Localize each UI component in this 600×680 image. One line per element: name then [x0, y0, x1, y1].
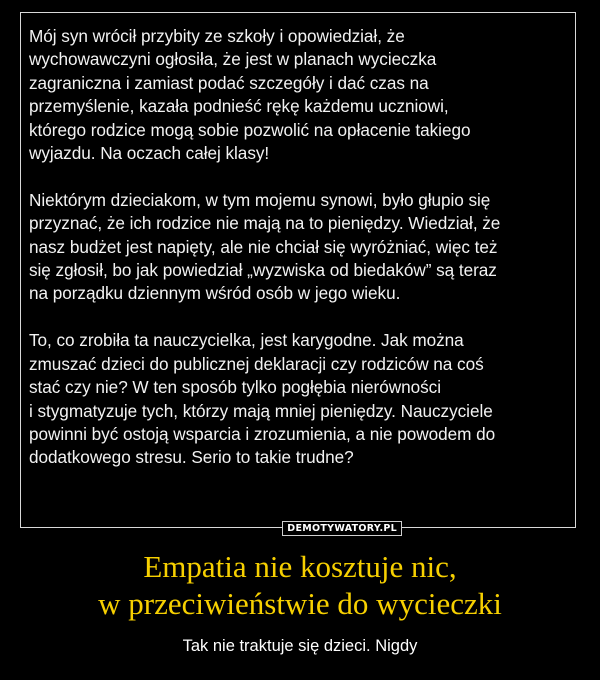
image-frame: [20, 12, 576, 528]
post-text: Mój syn wrócił przybity ze szkoły i opowiedział, że wychowawczyni ogłosiła, że jest w planach wycieczka zagraniczna i zamiast podać szczegóły i dać czas na przemyślenie, kazała podnieść rękę każdemu uczniowi, którego rodzice mogą sobie pozwolić na opłacenie takiego wyjazdu. Na oczach całej klasy! Niektórym dzieciakom, w tym mojemu synowi, było głupio się przyznać, że ich rodzice nie mają na to pieniędzy. Wiedział, że nasz budżet jest napięty, ale nie chciał się wyróżniać, więc też się zgłosił, bo jak powiedział „wyzwiska od biedaków” są teraz na porządku dziennym wśród osób w jego wieku. To, co zrobiła ta nauczycielka, jest karygodne. Jak można zmuszać dzieci do publicznej deklaracji czy rodziców na coś stać czy nie? W ten sposób tylko pogłębia nierówności i stygmatyzuje tych, którzy mają mniej pieniędzy. Nauczyciele powinni być ostoją wsparcia i zrozumienia, a nie powodem do dodatkowego stresu. Serio to takie trudne?: [29, 26, 501, 468]
watermark-badge: DEMOTYWATORY.PL: [282, 521, 402, 536]
title-line-1: Empatia nie kosztuje nic,: [143, 549, 457, 584]
post-image: [25, 17, 571, 523]
demotivator-title: [0, 548, 600, 622]
demotivator-subtitle: Tak nie traktuje się dzieci. Nigdy: [182, 637, 418, 655]
title-line-2: w przeciwieństwie do wycieczki: [98, 586, 502, 621]
